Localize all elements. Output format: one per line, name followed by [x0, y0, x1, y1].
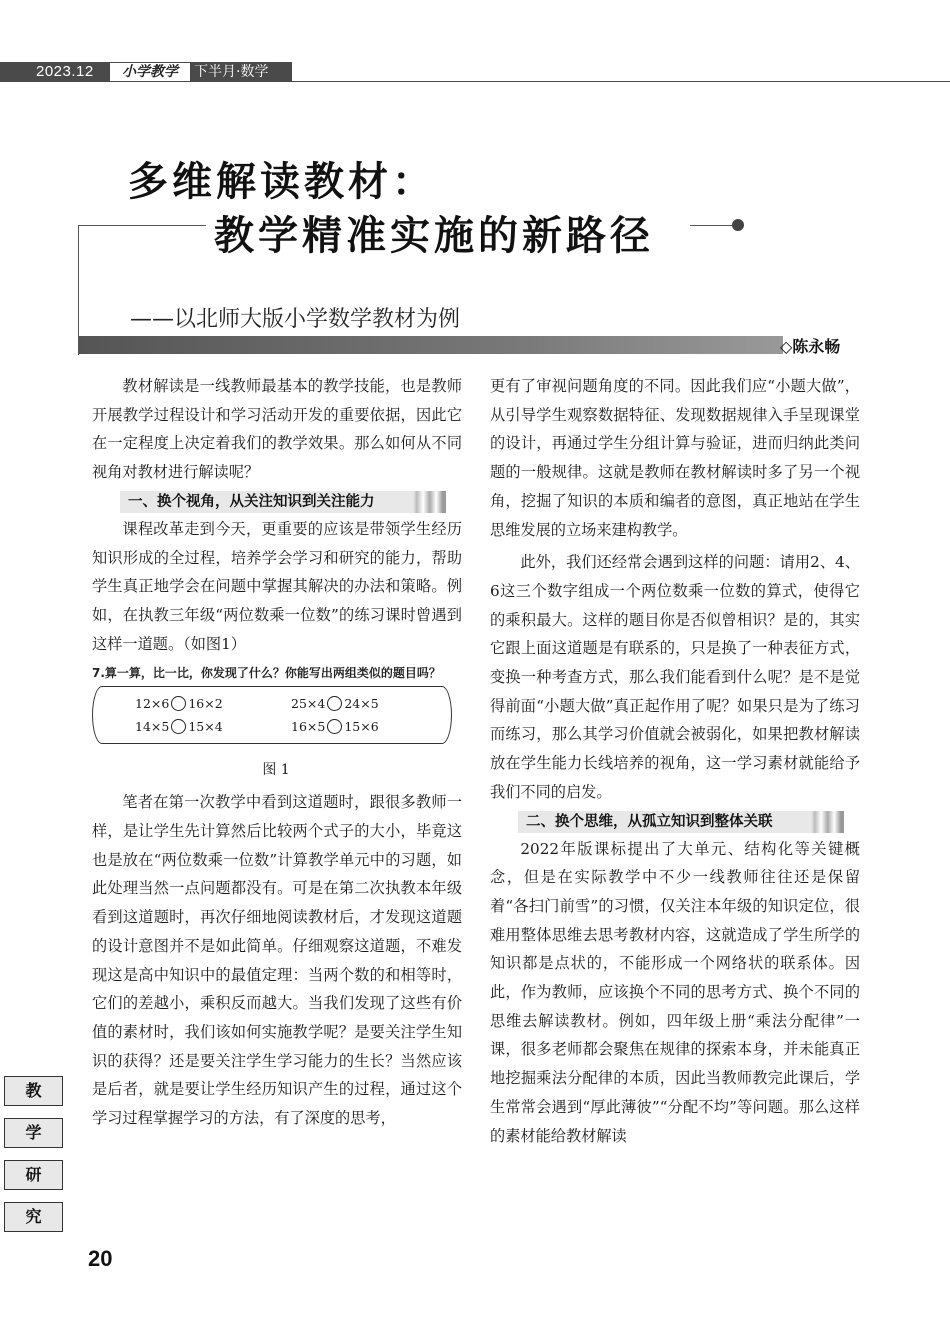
expr: 15×4	[188, 719, 223, 735]
paragraph: 2022年版课标提出了大单元、结构化等关键概念，但是在实际教学中不少一线教师往往还是保留着“各扫门前雪”的习惯，仅关注本年级的知识定位，很难用整体思维去思考教材内容，这就造成了学生所学的知识都是点状的，不能形成一个网络状的联系体。因此，作为教师，应该换个不同的思考方式、换个不同的思维去解读教材。例如，四年级上册“乘法分配律”一课，很多老师都会聚焦在规律的探索本身，并未能真正地挖掘乘法分配律的本质，因此当教师教完此课后，学生常常会遇到“厚此薄彼”“分配不均”等问题。那么这样的素材能给教材解读	[490, 839, 860, 1145]
paragraph: 教材解读是一线教师最基本的教学技能，也是教师开展教学过程设计和学习活动开发的重要依据，因此它在一定程度上决定着我们的教学效果。那么如何从不同视角对教材进行解读呢？	[92, 377, 462, 482]
title-line-1: 多维解读教材：	[128, 159, 436, 205]
left-column	[92, 372, 462, 1133]
paragraph: 更有了审视问题角度的不同。因此我们应“小题大做”，从引导学生观察数据特征、发现数据规律入手呈现课堂的设计，再通过学生分组计算与验证，进而归纳此类问题的一般规律。这就是教师在教材解读时多了另一个视角，挖掘了知识的本质和编者的意图，真正地站在学生思维发展的立场来建构教学。	[490, 377, 860, 539]
issue-date: 2023.12	[36, 63, 94, 80]
expr: 24×5	[344, 696, 379, 712]
title-line-2: 教学精准实施的新路径	[214, 213, 654, 259]
paragraph: 此外，我们还经常会遇到这样的问题：请用2、4、6这三个数字组成一个两位数乘一位数的算式，使得它的乘积最大。这样的题目你是否似曾相识？是的，其实它跟上面这道题是有联系的，只是换了一种表征方式，变换一种考查方式，那么我们能看到什么呢？是不是觉得前面“小题大做”真正起作用了呢？如果只是为了练习而练习，那么其学习价值就会被弱化，如果把教材解读放在学生能力长线培养的视角，这一学习素材就能给予我们不同的启发。	[490, 553, 860, 801]
compare-circle	[327, 696, 342, 711]
paragraph: 课程改革走到今天，更重要的应该是带领学生经历知识形成的全过程，培养学会学习和研究的能力，帮助学生真正地学会在问题中掌握其解决的办法和策略。例如，在执教三年级“两位数乘一位数”的练习课时曾遇到这样一道题。（如图1）	[92, 519, 462, 653]
figure-row	[291, 718, 379, 736]
side-tab: 学	[4, 1118, 63, 1148]
magazine-logo: 小学教学	[110, 63, 190, 81]
expr: 15×6	[344, 719, 379, 735]
right-column	[490, 372, 860, 1150]
compare-circle	[327, 719, 342, 734]
section-heading-1: 一、换个视角，从关注知识到关注能力	[120, 491, 446, 513]
expr: 16×5	[291, 719, 326, 735]
side-tab: 教	[4, 1076, 63, 1106]
header-rule	[0, 81, 950, 82]
title-decor-dot	[732, 219, 744, 231]
expr: 14×5	[135, 719, 170, 735]
section-label: 下半月·数学	[194, 64, 269, 80]
side-tab: 究	[4, 1202, 63, 1232]
figure-question: 7.算一算，比一比，你发现了什么？你能写出两组类似的题目吗？	[92, 666, 441, 681]
compare-circle	[171, 696, 186, 711]
subtitle: ——以北师大版小学数学教材为例	[130, 307, 461, 332]
page-number: 20	[88, 1246, 113, 1271]
figure-1	[92, 664, 460, 780]
expr: 25×4	[291, 696, 326, 712]
paragraph: 笔者在第一次教学中看到这道题时，跟很多教师一样，是让学生先计算然后比较两个式子的大小，毕竟这也是放在“两位数乘一位数”计算教学单元中的习题，如此处理当然一点问题都没有。可是在第二次执教本年级看到这道题时，再次仔细地阅读教材后，才发现这道题的设计意图并不是如此简单。仔细观察这道题，不难发现这是高中知识中的最值定理：当两个数的和相等时，它们的差越小，乘积反而越大。当我们发现了这些有价值的素材时，我们该如何实施教学呢？是要关注学生知识的获得？还是要关注学生学习能力的生长？当然应该是后者，就是要让学生经历知识产生的过程，通过这个学习过程掌握学习的方法，有了深度的思考，	[92, 793, 462, 1128]
section-heading-2: 二、换个思维，从孤立知识到整体关联	[518, 811, 844, 833]
figure-row	[291, 695, 379, 713]
side-tab: 研	[4, 1160, 63, 1190]
compare-circle	[171, 719, 186, 734]
figure-row	[135, 718, 223, 736]
expr: 12×6	[135, 696, 170, 712]
title-decor-right-line	[690, 225, 735, 226]
figure-box	[92, 686, 452, 744]
title-decor-left-line	[78, 225, 206, 226]
figure-row	[135, 695, 223, 713]
author: ◇陈永畅	[780, 337, 841, 356]
figure-caption: 图 1	[262, 762, 290, 779]
subtitle-bar	[78, 336, 783, 354]
expr: 16×2	[188, 696, 223, 712]
